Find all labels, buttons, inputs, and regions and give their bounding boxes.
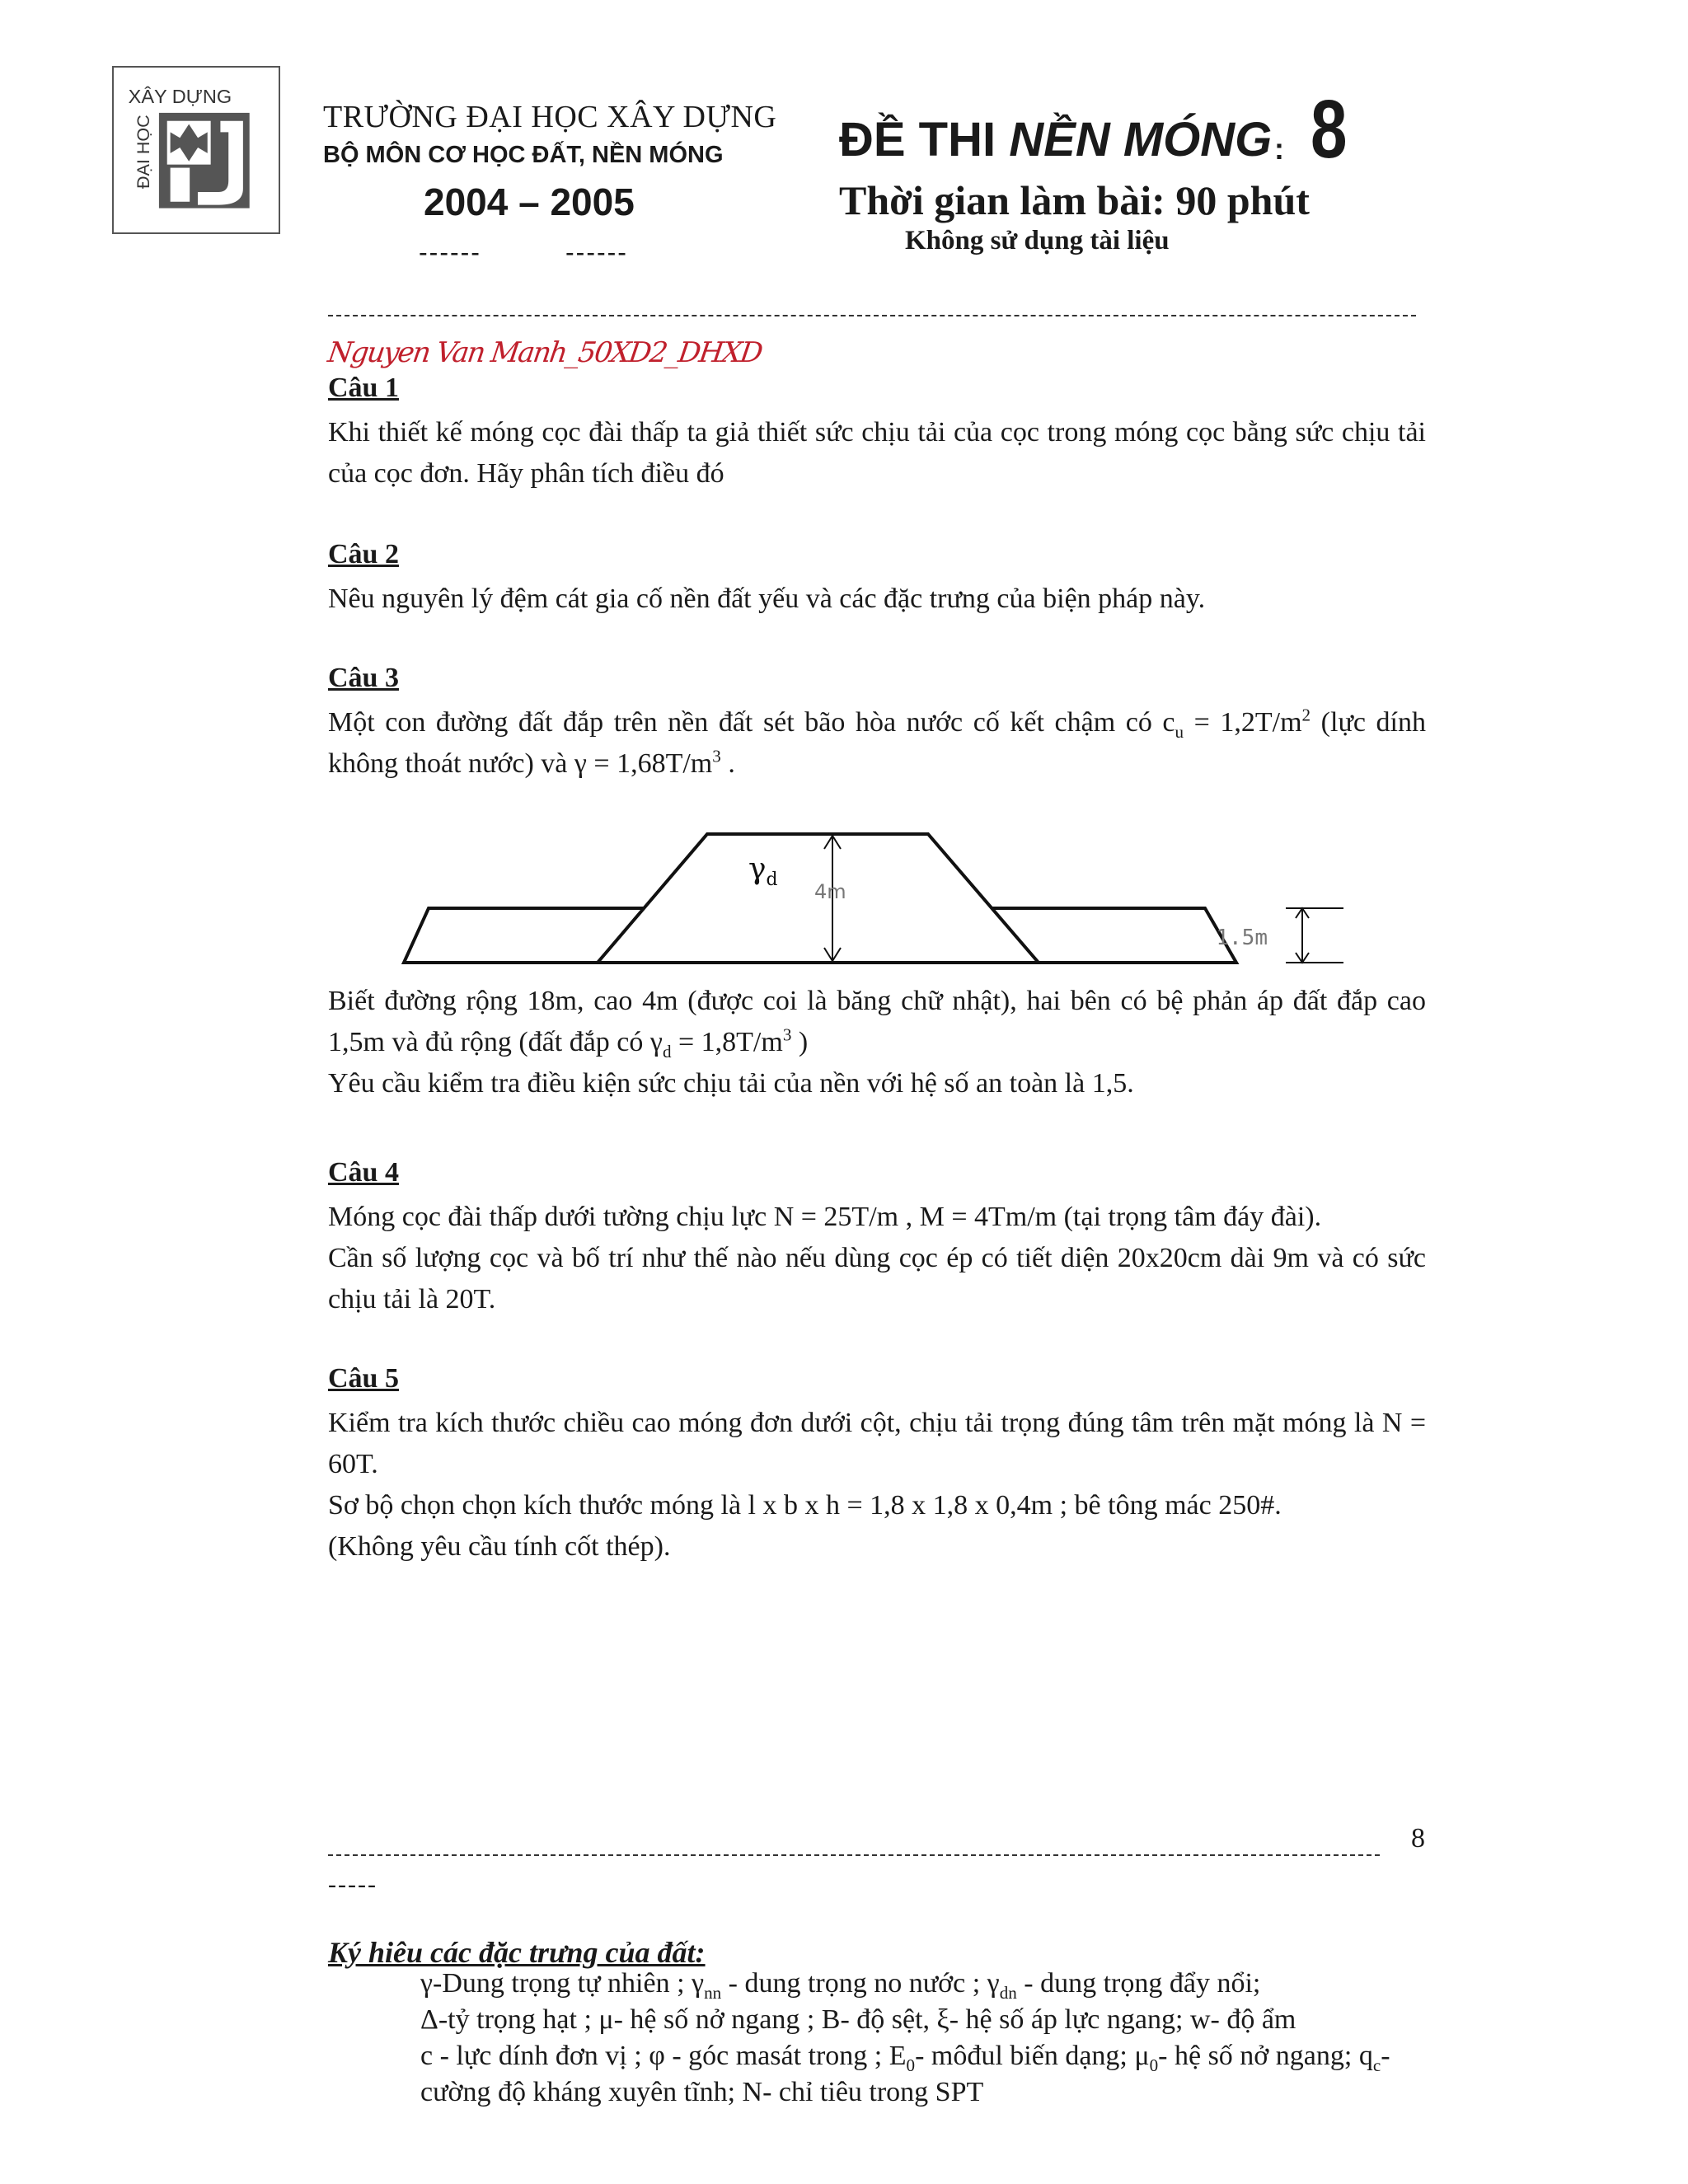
question-3-requirement: Yêu cầu kiểm tra điều kiện sức chịu tải của nền với hệ số an toàn là 1,5. (328, 1068, 1134, 1099)
question-1-title: Câu 1 (328, 373, 399, 403)
exam-note: Không sử dụng tài liệu (905, 226, 1170, 255)
question-5-line-1: Kiểm tra kích thước chiều cao móng đơn dưới cột, chịu tải trọng đúng tâm trên mặt móng là N = 60T. (328, 1408, 1426, 1479)
question-4-body (328, 1197, 1426, 1320)
symbols-legend (420, 1966, 1426, 2111)
university-logo (112, 66, 280, 234)
exam-title-colon: : (1274, 132, 1284, 166)
header-dash-right: ------ (565, 237, 628, 267)
department-name: BỘ MÔN CƠ HỌC ĐẤT, NỀN MÓNG (323, 142, 724, 168)
header-divider (328, 315, 1416, 316)
page-number: 8 (1411, 1823, 1425, 1854)
question-3-detail-text: Biết đường rộng 18m, cao 4m (được coi là băng chữ nhật), hai bên có bệ phản áp đất đắp cao 1,5m và đủ rộng (đất đắp có $\gamma_d = 1,8T/m^3$ ) (328, 986, 1426, 1062)
question-3-details (328, 981, 1426, 1104)
question-5-body (328, 1403, 1426, 1568)
question-5-line-3: (Không yêu cầu tính cốt thép). (328, 1531, 671, 1562)
header-dash-left: ------ (419, 237, 481, 267)
question-4-line-2: Cần số lượng cọc và bố trí như thế nào nếu dùng cọc ép có tiết diện 20x20cm dài 9m và có sức chịu tải là 20T. (328, 1243, 1426, 1315)
school-name: TRƯỜNG ĐẠI HỌC XÂY DỰNG (323, 100, 777, 134)
symbols-line-2: Δ-tỷ trọng hạt ; μ- hệ số nở ngang ; B- độ sệt, ξ- hệ số áp lực ngang; w- độ ẩm (420, 2004, 1296, 2035)
footer-dash-tail: ----- (328, 1871, 377, 1898)
exam-title-prefix: ĐỀ THI (839, 113, 996, 166)
author-signature: Nguyen Van Manh_50XD2_DHXD (326, 336, 764, 369)
question-3-intro-text: Một con đường đất đắp trên nền đất sét bão hòa nước cố kết chậm có $c_u = 1,2T/m^2$ (lực dính không thoát nước) và $\gamma = 1,68T/m^3$ . (328, 705, 1426, 779)
logo-emblem-icon (114, 68, 279, 232)
exam-title-subject: NỀN MÓNG (1009, 113, 1273, 166)
question-5-title: Câu 5 (328, 1363, 399, 1394)
height-label: 4m (814, 880, 846, 903)
logo-text-top: XÂY DỰNG (128, 86, 232, 108)
question-4-title: Câu 4 (328, 1157, 399, 1188)
berm-height-label: 1.5m (1216, 926, 1268, 950)
gamma-label: $\gamma_d$ (748, 852, 778, 890)
question-2-title: Câu 2 (328, 539, 399, 569)
question-3-title: Câu 3 (328, 663, 399, 693)
logo-text-side: ĐẠI HỌC (133, 115, 154, 190)
exam-title (839, 112, 1272, 167)
question-2-body (328, 579, 1426, 620)
symbols-line-3: c - lực dính đơn vị ; φ - góc masát trong ; $E_0-$ môđul biến dạng; $\mu_0-$ hệ số nở ngang; $q_c-$ cường độ kháng xuyên tĩnh; N- chỉ tiêu trong SPT (420, 2041, 1390, 2107)
symbols-line-1: γ-Dung trọng tự nhiên ; $\gamma_{nn}$ - dung trọng no nước ; $\gamma_{dn}$ - dung trọng đẩy nổi; (420, 1968, 1261, 2003)
exam-time: Thời gian làm bài: 90 phút (839, 177, 1310, 223)
question-1-body (328, 412, 1426, 494)
question-5-line-2: Sơ bộ chọn chọn kích thước móng là l x b x h = 1,8 x 1,8 x 0,4m ; bê tông mác 250#. (328, 1490, 1282, 1521)
academic-year: 2004 – 2005 (424, 180, 635, 223)
question-3-intro (328, 702, 1426, 785)
footer-divider (328, 1854, 1380, 1856)
question-1-text: Khi thiết kế móng cọc đài thấp ta giả thiết sức chịu tải của cọc trong móng cọc bằng sức chịu tải của cọc đơn. Hãy phân tích điều đó (328, 417, 1426, 489)
embankment-figure (396, 816, 1352, 972)
question-4-line-1: Móng cọc đài thấp dưới tường chịu lực N = 25T/m , M = 4Tm/m (tại trọng tâm đáy đài). (328, 1202, 1322, 1232)
question-2-text: Nêu nguyên lý đệm cát gia cố nền đất yếu và các đặc trưng của biện pháp này. (328, 583, 1206, 614)
symbols-title: Ký hiêu các đặc trưng của đất: (328, 1936, 706, 1969)
exam-number: 8 (1311, 83, 1348, 176)
